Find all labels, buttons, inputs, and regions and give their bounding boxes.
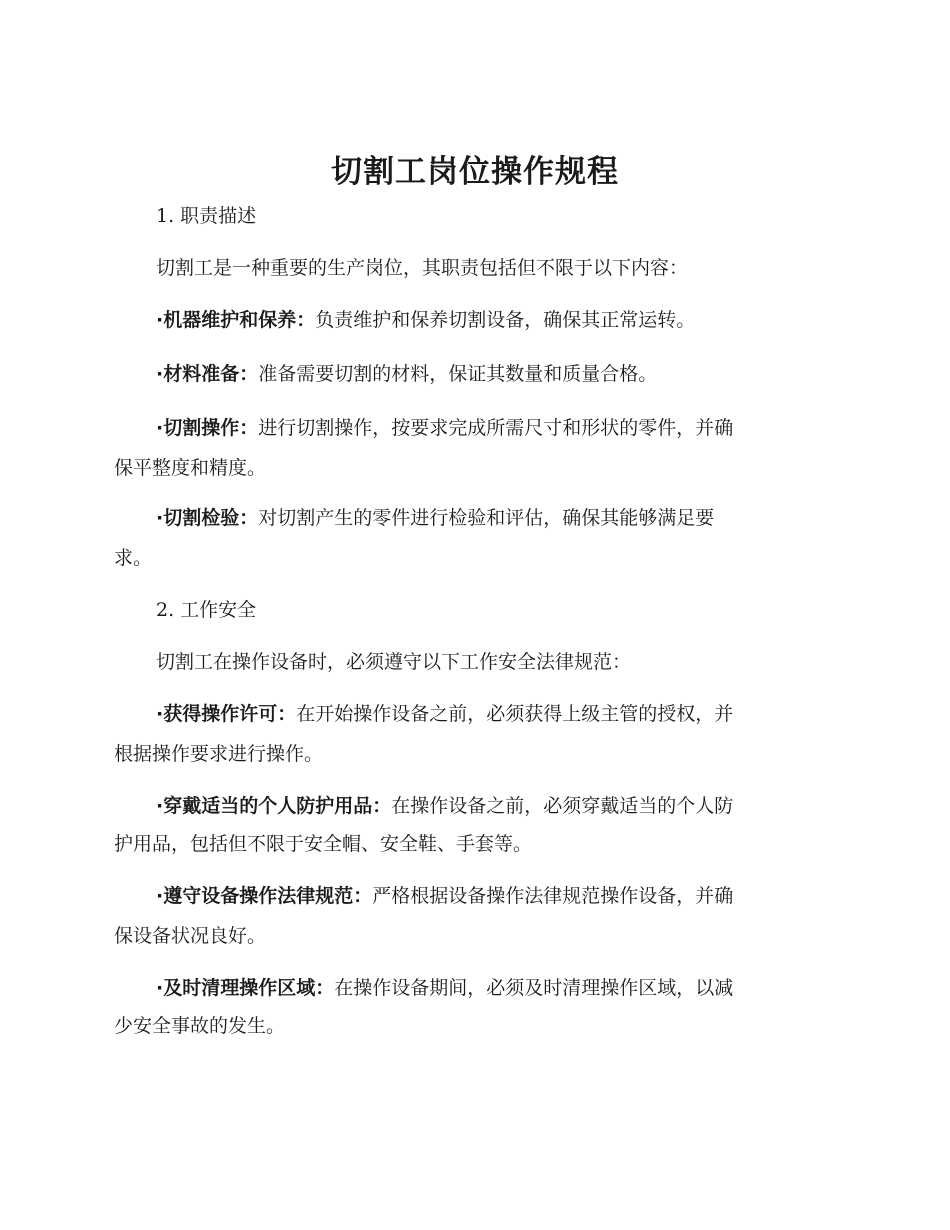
bullet-text: 准备需要切割的材料，保证其数量和质量合格。 (258, 363, 658, 385)
bullet-text: 在开始操作设备之前，必须获得上级主管的授权，并 (296, 703, 734, 725)
bullet-dot-icon: · (156, 703, 164, 725)
bullet-dot-icon: · (156, 507, 164, 529)
bullet-label: 切割检验： (163, 507, 259, 529)
bullet-label: 及时清理操作区域： (163, 977, 335, 999)
bullet-item (114, 876, 864, 916)
bullet-item (114, 408, 864, 448)
bullet-label: 材料准备： (163, 363, 259, 385)
section-heading: 1. 职责描述 (156, 205, 257, 227)
bullet-text: 进行切割操作，按要求完成所需尺寸和形状的零件，并确 (258, 417, 734, 439)
bullet-text: 负责维护和保养切割设备，确保其正常运转。 (315, 309, 696, 331)
bullet-text: 严格根据设备操作法律规范操作设备，并确 (372, 885, 734, 907)
bullet-text-continuation: 少安全事故的发生。 (114, 1015, 286, 1037)
bullet-item (114, 694, 864, 734)
section-intro: 切割工是一种重要的生产岗位，其职责包括但不限于以下内容： (156, 257, 689, 279)
section-heading: 2. 工作安全 (156, 599, 257, 621)
bullet-item (114, 300, 864, 340)
section-intro: 切割工在操作设备时，必须遵守以下工作安全法律规范： (156, 651, 632, 673)
bullet-text-continuation: 根据操作要求进行操作。 (114, 743, 324, 765)
bullet-text: 对切割产生的零件进行检验和评估，确保其能够满足要 (258, 507, 715, 529)
bullet-text-continuation: 保平整度和精度。 (114, 457, 267, 479)
bullet-dot-icon: · (156, 977, 164, 999)
bullet-text-continuation: 保设备状况良好。 (114, 925, 267, 947)
bullet-dot-icon: · (156, 795, 164, 817)
bullet-dot-icon: · (156, 363, 164, 385)
bullet-item (114, 968, 864, 1008)
bullet-dot-icon: · (156, 417, 164, 439)
bullet-text: 在操作设备之前，必须穿戴适当的个人防 (391, 795, 734, 817)
bullet-label: 穿戴适当的个人防护用品： (163, 795, 392, 817)
bullet-label: 切割操作： (163, 417, 259, 439)
bullet-text-continuation: 护用品，包括但不限于安全帽、安全鞋、手套等。 (114, 833, 533, 855)
bullet-item (114, 354, 864, 394)
bullet-label: 遵守设备操作法律规范： (163, 885, 373, 907)
bullet-item (114, 786, 864, 826)
bullet-text-continuation: 求。 (114, 547, 153, 569)
bullet-text: 在操作设备期间，必须及时清理操作区域，以减 (334, 977, 734, 999)
bullet-label: 机器维护和保养： (163, 309, 316, 331)
bullet-label: 获得操作许可： (163, 703, 297, 725)
bullet-dot-icon: · (156, 309, 164, 331)
document-title: 切割工岗位操作规程 (331, 154, 619, 190)
bullet-item (114, 498, 864, 538)
bullet-dot-icon: · (156, 885, 164, 907)
